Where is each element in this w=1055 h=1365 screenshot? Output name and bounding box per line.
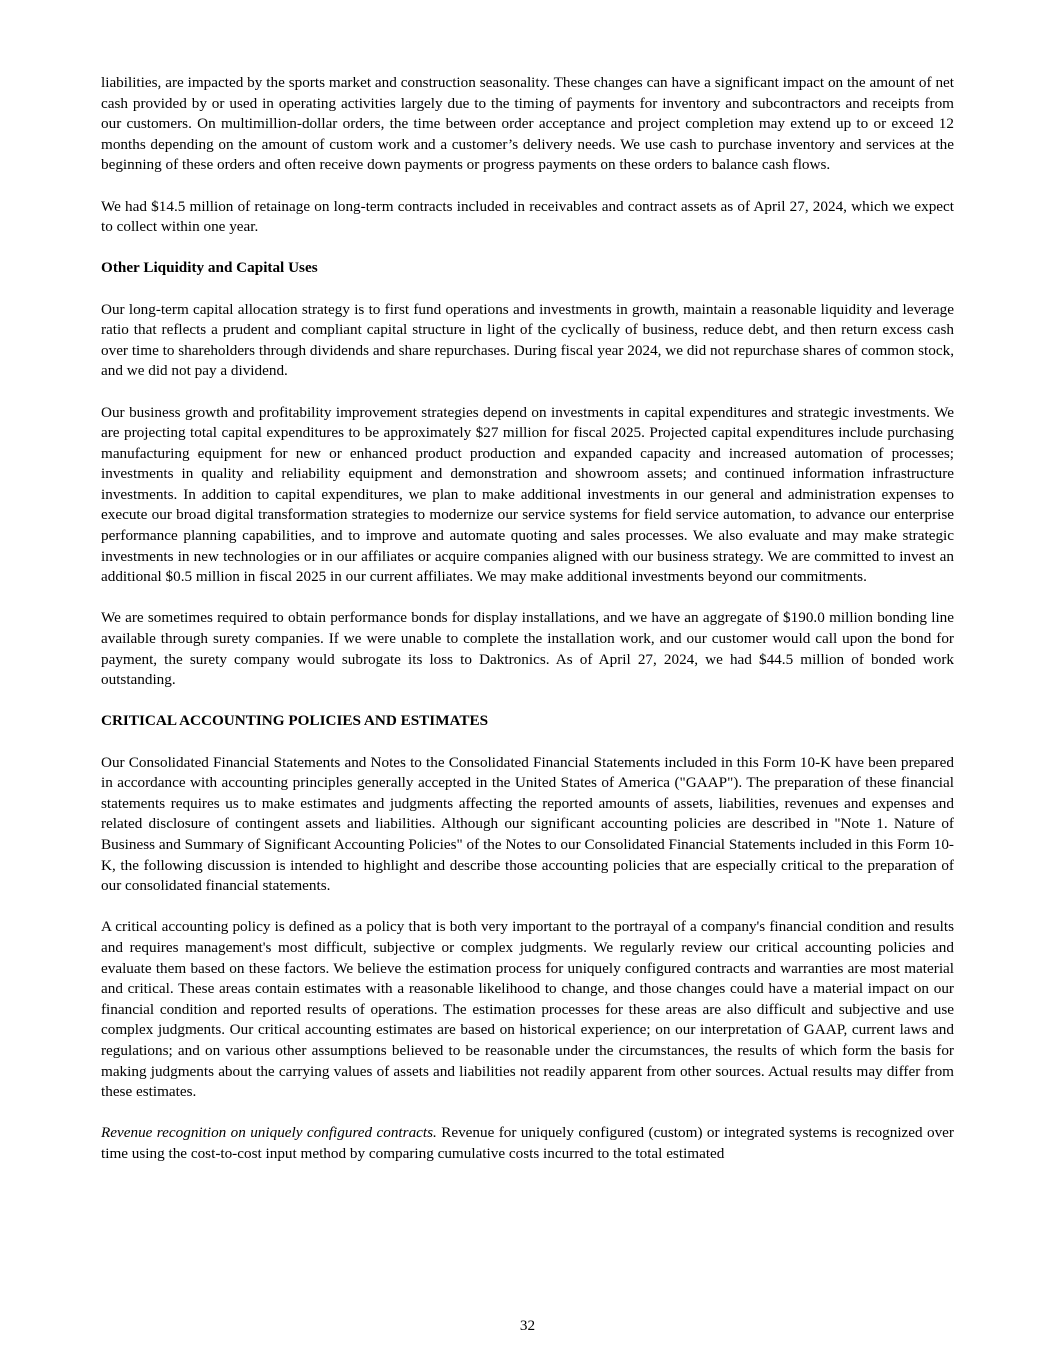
heading-other-liquidity: Other Liquidity and Capital Uses <box>101 259 318 277</box>
paragraph-retainage: We had $14.5 million of retainage on long-term contracts included in receivables and contract assets as of April 27, 2024, which we expect to collect within one year. <box>101 197 954 236</box>
paragraph-critical-policy-definition: A critical accounting policy is defined as a policy that is both very important to the portrayal of a company's financial condition and results and requires management's most difficult, subjective or complex judgments. We regularly review our critical accounting policies and evaluate them based on these factors. We believe the estimation process for uniquely configured contracts and warranties are most material and critical. These areas contain estimates with a reasonable likelihood to change, and those changes could have a material impact on our financial condition and reported results of operations. The estimation processes for these areas are also difficult and subjective and use complex judgments. Our critical accounting estimates are based on historical experience; on our interpretation of GAAP, current laws and regulations; and on various other assumptions believed to be reasonable under the circumstances, the results of which form the basis for making judgments about the carrying values of assets and liabilities not readily apparent from other sources. Actual results may differ from these estimates. <box>101 918 954 1101</box>
paragraph-performance-bonds: We are sometimes required to obtain performance bonds for display installations, and we have an aggregate of $190.0 million bonding line available through surety companies. If we were unable to complete the installation work, and our customer would call upon the bond for payment, the surety company would subrogate its loss to Daktronics. As of April 27, 2024, we had $44.5 million of bonded work outstanding. <box>101 609 954 689</box>
page-number: 32 <box>519 1317 536 1334</box>
revenue-recognition-body: Revenue for uniquely configured (custom) or integrated systems is recognized over time using the cost-to-cost input method by comparing cumulative costs incurred to the total estimated <box>101 1124 954 1162</box>
paragraph-revenue-recognition <box>101 1123 954 1164</box>
revenue-recognition-lead: Revenue recognition on uniquely configured contracts. <box>101 1124 437 1142</box>
paragraph-gaap-statements: Our Consolidated Financial Statements and Notes to the Consolidated Financial Statements included in this Form 10-K have been prepared in accordance with accounting principles generally accepted in the United States of America ("GAAP"). The preparation of these financial statements requires us to make estimates and judgments affecting the reported amounts of assets, liabilities, revenues and expenses and related disclosure of contingent assets and liabilities. Although our significant accounting policies are described in "Note 1. Nature of Business and Summary of Significant Accounting Policies" of the Notes to our Consolidated Financial Statements included in this Form 10-K, the following discussion is intended to highlight and describe those accounting policies that are especially critical to the preparation of our consolidated financial statements. <box>101 753 954 895</box>
paragraph-capital-expenditures: Our business growth and profitability improvement strategies depend on investments in capital expenditures and strategic investments. We are projecting total capital expenditures to be approximately $27 million for fiscal 2025. Projected capital expenditures include purchasing manufacturing equipment for new or enhanced product production and expanded capacity and increased automation of processes; investments in quality and reliability equipment and demonstration and showroom assets; and continued information infrastructure investments. In addition to capital expenditures, we plan to make additional investments in our general and administration expenses to execute our broad digital transformation strategies to modernize our service systems for field service automation, to advance our enterprise performance planning capabilities, and to improve and automate quoting and sales processes. We also evaluate and may make strategic investments in new technologies or in our affiliates or acquire companies aligned with our business strategy. We are committed to invest an additional $0.5 million in fiscal 2025 in our current affiliates. We may make additional investments beyond our commitments. <box>101 403 954 586</box>
heading-critical-accounting: CRITICAL ACCOUNTING POLICIES AND ESTIMATES <box>101 712 489 730</box>
document-body <box>101 73 954 1185</box>
paragraph-cash-seasonality: liabilities, are impacted by the sports market and construction seasonality. These changes can have a significant impact on the amount of net cash provided by or used in operating activities largely due to the timing of payments for inventory and subcontractors and receipts from our customers. On multimillion-dollar orders, the time between order acceptance and project completion may extend up to or exceed 12 months depending on the amount of custom work and a customer’s delivery needs. We use cash to purchase inventory and services at the beginning of these orders and often receive down payments or progress payments on these orders to balance cash flows. <box>101 74 954 174</box>
paragraph-capital-allocation: Our long-term capital allocation strategy is to first fund operations and investments in growth, maintain a reasonable liquidity and leverage ratio that reflects a prudent and compliant capital structure in light of the cyclically of business, reduce debt, and then return excess cash over time to shareholders through dividends and share repurchases. During fiscal year 2024, we did not repurchase shares of common stock, and we did not pay a dividend. <box>101 300 954 380</box>
